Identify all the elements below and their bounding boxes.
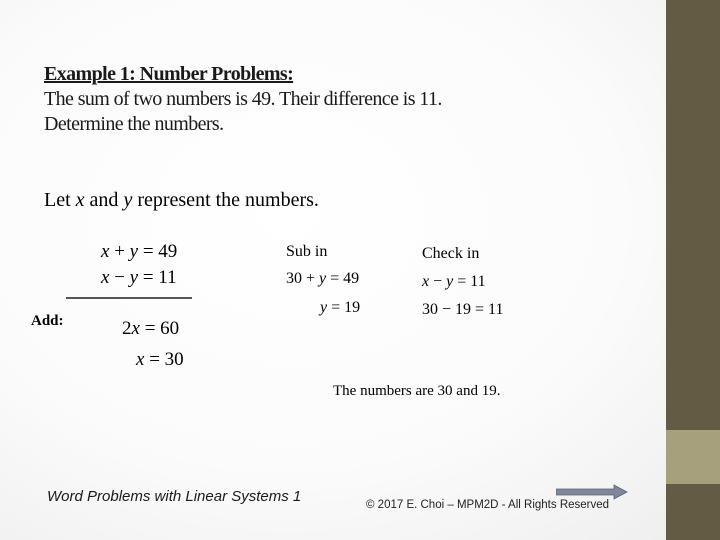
right-arrow-icon[interactable] <box>556 484 628 500</box>
problem-line-2: Determine the numbers. <box>44 113 224 135</box>
example-title: Example 1: Number Problems: <box>44 63 294 85</box>
sub-in-label: Sub in <box>286 243 328 260</box>
let-statement <box>44 189 319 212</box>
addition-line <box>66 297 192 299</box>
equation-difference: x − y = 11 <box>101 267 177 288</box>
equation-added: 2x = 60 <box>122 318 180 339</box>
problem-line-1: The sum of two numbers is 49. Their difference is 11. <box>44 88 442 110</box>
intro-and: and <box>89 189 119 211</box>
problem-statement <box>44 62 442 137</box>
check-in-label: Check in <box>422 245 480 262</box>
check-verification: 30 − 19 = 11 <box>422 301 504 318</box>
equation-y-solution: y = 19 <box>320 299 361 316</box>
footer-title: Word Problems with Linear Systems 1 <box>47 488 302 505</box>
add-label: Add: <box>31 313 64 329</box>
check-equation: x − y = 11 <box>422 273 486 290</box>
equation-sum: x + y = 49 <box>101 241 178 262</box>
answer-statement: The numbers are 30 and 19. <box>333 383 501 399</box>
sidebar-band-top <box>666 0 720 430</box>
equation-x-solution: x = 30 <box>136 349 184 370</box>
footer-copyright: © 2017 E. Choi – MPM2D - All Rights Reserved <box>366 499 610 511</box>
sidebar-band-bottom <box>666 484 720 540</box>
intro-variable-y: y <box>123 189 133 211</box>
sidebar-band-middle <box>666 430 720 484</box>
intro-variable-x: x <box>75 189 85 211</box>
substitution-equation: 30 + y = 49 <box>286 270 360 287</box>
decorative-sidebar <box>666 0 720 540</box>
intro-rest: represent the numbers. <box>137 189 319 211</box>
intro-let: Let <box>44 189 71 211</box>
